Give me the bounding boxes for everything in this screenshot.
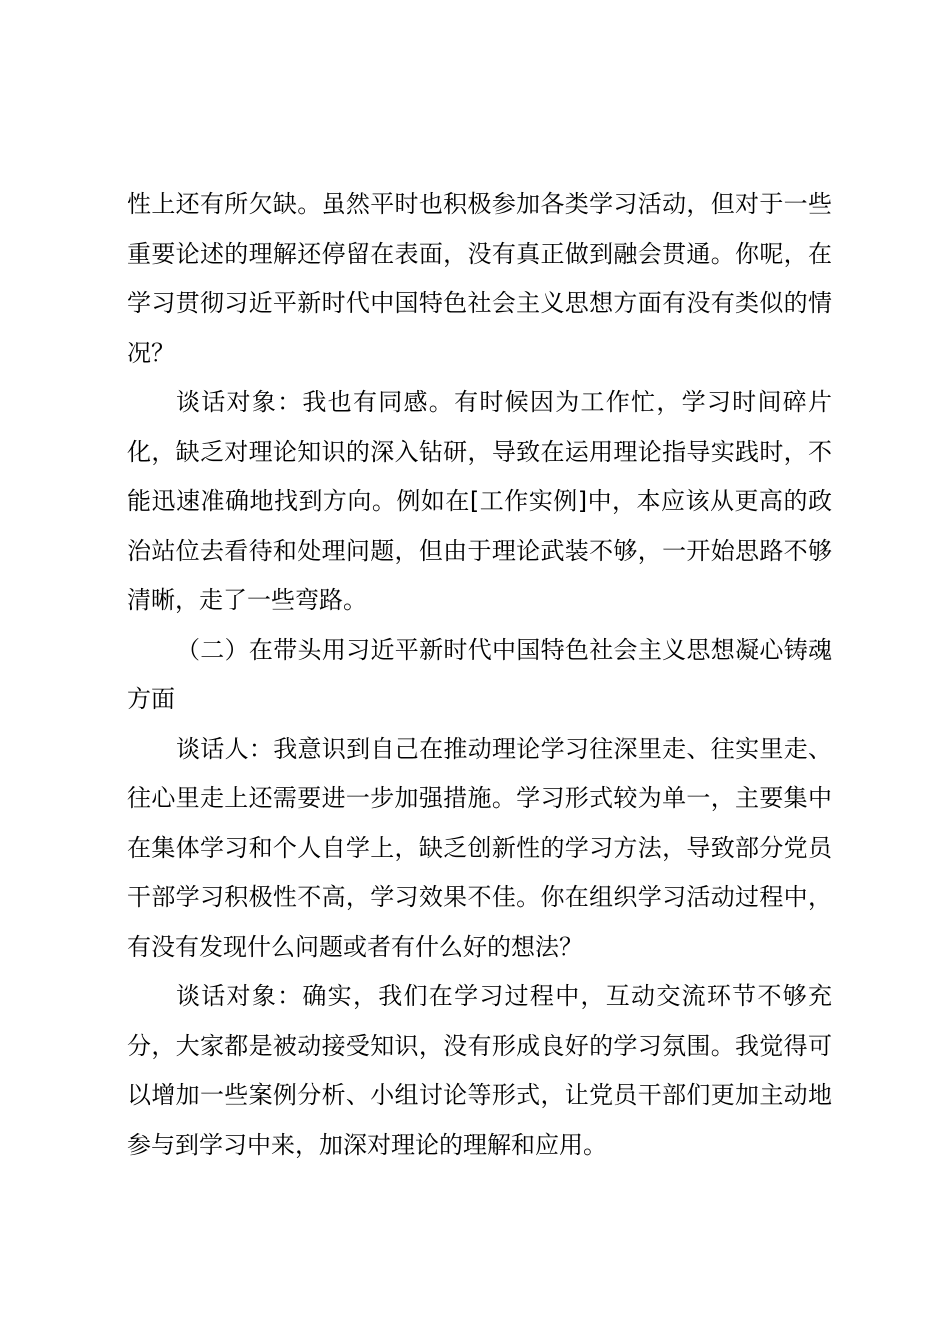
paragraph-dialogue-subject-2: 谈话对象：确实，我们在学习过程中，互动交流环节不够充分，大家都是被动接受知识，没有形成良好的学习氛围。我觉得可以增加一些案例分析、小组讨论等形式，让党员干部们更加主动地参与到学习中来，加深对理论的理解和应用。 [127, 982, 832, 1159]
document-body [127, 180, 832, 1170]
paragraph-dialogue-speaker: 谈话人：我意识到自己在推动理论学习往深里走、往实里走、往心里走上还需要进一步加强措施。学习形式较为单一，主要集中在集体学习和个人自学上，缺乏创新性的学习方法，导致部分党员干部学习积极性不高，学习效果不佳。你在组织学习活动过程中，有没有发现什么问题或者有什么好的想法？ [127, 734, 832, 961]
paragraph-dialogue-subject-1: 谈话对象：我也有同感。有时候因为工作忙，学习时间碎片化，缺乏对理论知识的深入钻研，导致在运用理论指导实践时，不能迅速准确地找到方向。例如在[工作实例]中，本应该从更高的政治站位去看待和处理问题，但由于理论武装不够，一开始思路不够清晰，走了一些弯路。 [127, 388, 832, 614]
section-heading-2: （二）在带头用习近平新时代中国特色社会主义思想凝心铸魂方面 [127, 635, 832, 713]
paragraph-continuation: 性上还有所欠缺。虽然平时也积极参加各类学习活动，但对于一些重要论述的理解还停留在表面，没有真正做到融会贯通。你呢，在学习贯彻习近平新时代中国特色社会主义思想方面有没有类似的情况？ [127, 190, 832, 367]
